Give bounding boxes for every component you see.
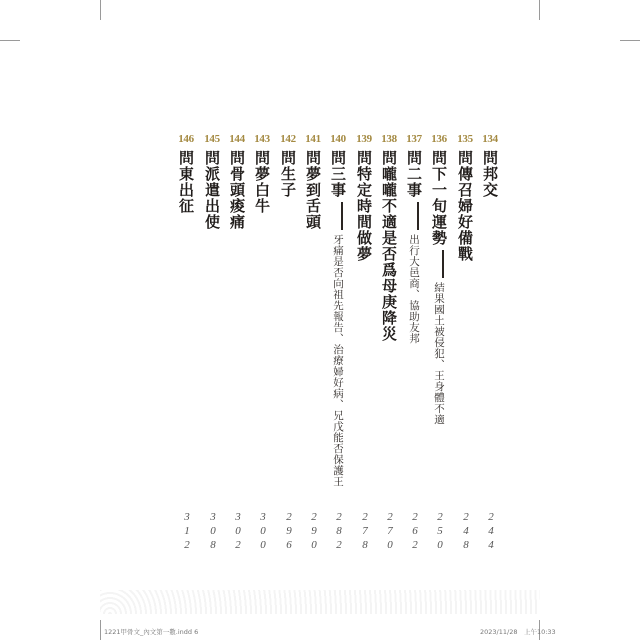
toc-entry-page-number: 248 <box>460 511 472 553</box>
toc-entry-title-text: 問下一旬運勢 <box>430 150 448 246</box>
toc-entry-title-text: 問派遣出使 <box>203 150 221 230</box>
toc-entry-number: 137 <box>406 133 422 145</box>
toc-entry-page-number: 312 <box>181 511 193 553</box>
crop-mark-right-top <box>620 40 640 41</box>
toc-entry-page-number: 290 <box>308 511 320 553</box>
crop-mark-top-left <box>100 0 101 20</box>
toc-entry-page-number: 308 <box>207 511 219 553</box>
crop-mark-top-right <box>539 0 540 20</box>
toc-entry-title <box>253 150 270 214</box>
toc-entry-title <box>279 150 296 198</box>
toc-entry-subtitle: 結果國土被侵犯、王身體不適 <box>433 282 445 425</box>
toc-entry-page-number: 278 <box>359 511 371 553</box>
toc-entry-number: 146 <box>178 133 194 145</box>
toc-entry[interactable] <box>453 133 477 553</box>
toc-entry-title <box>355 150 372 262</box>
toc-entry-page-number: 296 <box>283 511 295 553</box>
toc-entry[interactable] <box>352 133 376 553</box>
toc-entry-title-text: 問嚨嚨不適是否爲母庚降災 <box>380 150 398 342</box>
toc-entry-title-text: 問夢到舌頭 <box>304 150 322 230</box>
toc-entry-page-number: 262 <box>409 511 421 553</box>
toc-entry-title <box>456 150 473 262</box>
toc-entry-subtitle: 出行大邑商、協助友邦 <box>408 234 420 344</box>
toc-entry-title-text: 問二事 <box>405 150 423 198</box>
toc-entry-page-number: 244 <box>485 511 497 553</box>
em-dash-divider <box>442 250 444 278</box>
toc-entry[interactable] <box>200 133 224 553</box>
toc-entry-title <box>481 150 498 198</box>
print-slug-timestamp: 2023/11/28 上午10:33 <box>480 628 556 636</box>
toc-entry-number: 136 <box>431 133 447 145</box>
toc-entry-title-text: 問生子 <box>279 150 297 198</box>
toc-entry-number: 135 <box>457 133 473 145</box>
toc-entry-title <box>304 150 321 230</box>
toc-entry-title-text: 問東出征 <box>177 150 195 214</box>
toc-entry-number: 139 <box>356 133 372 145</box>
toc-entry-title-text: 問骨頭痠痛 <box>228 150 246 230</box>
toc-entry[interactable] <box>174 133 198 553</box>
toc-entry-title-text: 問傳召婦好備戰 <box>456 150 474 262</box>
toc-entry-page-number: 300 <box>257 511 269 553</box>
toc-entry-title <box>380 150 397 342</box>
decorative-wave-pattern <box>100 590 540 614</box>
toc-entry-title-text: 問特定時間做夢 <box>355 150 373 262</box>
toc-entry[interactable] <box>276 133 300 553</box>
toc-entry-number: 134 <box>482 133 498 145</box>
toc-entry-page-number: 250 <box>434 511 446 553</box>
em-dash-divider <box>341 202 343 230</box>
toc-entry-title-text: 問三事 <box>329 150 347 198</box>
toc-entry[interactable] <box>250 133 274 553</box>
toc-entry[interactable] <box>478 133 502 553</box>
em-dash-divider <box>417 202 419 230</box>
toc-entry-title <box>177 150 194 214</box>
toc-entry-title-text: 問夢白牛 <box>253 150 271 214</box>
print-slug-file-label: 1221甲骨文_內文第一數.indd 6 <box>104 628 199 636</box>
toc-entry-title <box>430 150 447 425</box>
toc-entry-number: 144 <box>229 133 245 145</box>
toc-entry-number: 145 <box>204 133 220 145</box>
crop-mark-bottom-left <box>100 620 101 640</box>
toc-entry-subtitle: 牙痛是否向祖先報告、治療婦好病、兄戊能否保護王 <box>332 234 344 487</box>
toc-entry-number: 142 <box>280 133 296 145</box>
toc-entry-page-number: 282 <box>333 511 345 553</box>
toc-entry-number: 141 <box>305 133 321 145</box>
toc-entry-number: 143 <box>254 133 270 145</box>
toc-entry[interactable] <box>402 133 426 553</box>
toc-entry[interactable] <box>225 133 249 553</box>
toc-entry-title-text: 問邦交 <box>481 150 499 198</box>
toc-entry-page-number: 302 <box>232 511 244 553</box>
toc-entry-number: 138 <box>381 133 397 145</box>
toc-entry[interactable] <box>326 133 350 553</box>
toc-entry-title <box>329 150 346 487</box>
toc-entry-title <box>228 150 245 230</box>
toc-entry[interactable] <box>301 133 325 553</box>
crop-mark-left-top <box>0 40 20 41</box>
toc-entry-title <box>203 150 220 230</box>
toc-entry-title <box>405 150 422 344</box>
toc-entry[interactable] <box>427 133 451 553</box>
toc-entry-number: 140 <box>330 133 346 145</box>
toc-entry-page-number: 270 <box>384 511 396 553</box>
toc-entry[interactable] <box>377 133 401 553</box>
